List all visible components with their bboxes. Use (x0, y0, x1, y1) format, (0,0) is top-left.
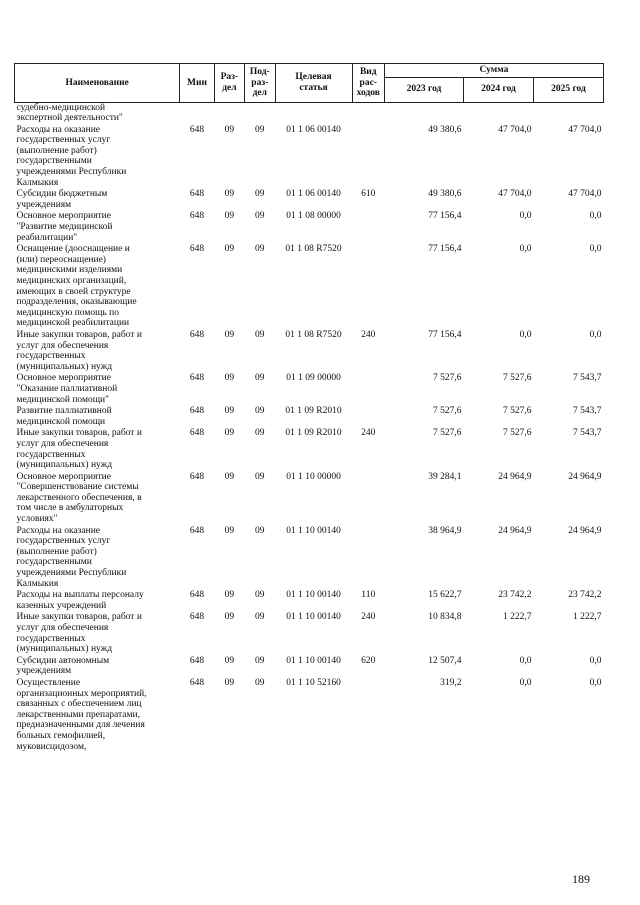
row-target: 01 1 06 00140 (286, 189, 341, 200)
row-name: Расходы на выплаты персоналу казенных учреждений (16, 590, 144, 611)
row-target: 01 1 10 00000 (286, 471, 341, 482)
row-name: Оснащение (дооснащение и (или) переоснащение) медицинскими изделиями медицинских организаций, имеющих в своей структуре подразделения, оказывающие медицинскую помощь по медицинской реабилитации (16, 244, 137, 329)
row-vid (352, 102, 384, 124)
row-razdel: 09 (224, 428, 235, 439)
header-sum: Сумма (384, 64, 603, 78)
row-min: 648 (189, 373, 205, 384)
row-razdel: 09 (224, 189, 235, 200)
row-razdel (214, 102, 244, 124)
table-row (15, 188, 604, 210)
row-target: 01 1 09 R2010 (285, 428, 342, 439)
row-name: Основное мероприятие "Оказание паллиативной медицинской помощи" (16, 373, 118, 405)
row-podrazdel: 09 (255, 189, 265, 200)
table-row (15, 427, 604, 470)
row-target: 01 1 10 00140 (286, 612, 341, 623)
row-sum-2025: 47 704,0 (568, 124, 602, 135)
row-name: Осуществление организационных мероприятий, связанных с обеспечением лиц лекарственными препаратами, предназначенными для лечения больных гемофилией, муковисцидозом, (16, 677, 147, 752)
header-vid: Вид рас- ходов (352, 64, 384, 103)
row-sum-2023: 7 527,6 (433, 373, 462, 384)
row-sum-2024: 0,0 (519, 244, 532, 255)
row-sum-2024: 0,0 (519, 211, 532, 222)
row-podrazdel: 09 (255, 655, 265, 666)
row-vid (352, 243, 384, 329)
row-min: 648 (189, 124, 205, 135)
row-sum-2024: 0,0 (519, 677, 532, 688)
row-sum-2025: 7 543,7 (573, 406, 602, 417)
row-sum-2023 (384, 102, 463, 124)
table-header (15, 64, 604, 103)
row-sum-2023: 39 284,1 (428, 471, 462, 482)
row-razdel: 09 (224, 612, 235, 623)
row-podrazdel: 09 (255, 211, 265, 222)
row-min: 648 (189, 244, 205, 255)
header-2024: 2024 год (464, 77, 534, 102)
row-podrazdel: 09 (255, 525, 265, 536)
table-row (15, 329, 604, 372)
row-sum-2024: 7 527,6 (502, 428, 532, 439)
header-podrazdel: Под- раз- дел (245, 64, 275, 103)
row-min: 648 (189, 471, 205, 482)
row-sum-2025: 0,0 (589, 244, 602, 255)
header-2025: 2025 год (533, 77, 603, 102)
row-podrazdel: 09 (255, 471, 265, 482)
row-sum-2023: 77 156,4 (428, 211, 462, 222)
budget-table (14, 63, 604, 752)
row-podrazdel: 09 (255, 329, 265, 340)
row-vid: 240 (361, 329, 376, 340)
table-row (15, 525, 604, 590)
row-vid (352, 405, 384, 427)
row-podrazdel: 09 (255, 124, 265, 135)
table-row (15, 611, 604, 654)
row-name: Основное мероприятие "Развитие медицинской реабилитации" (16, 211, 113, 243)
row-podrazdel: 09 (255, 590, 265, 601)
row-name: Развитие паллиативной медицинской помощи (16, 406, 112, 427)
row-sum-2023: 49 380,6 (428, 124, 462, 135)
row-min: 648 (189, 211, 205, 222)
row-sum-2023: 10 834,8 (428, 612, 462, 623)
row-razdel: 09 (224, 525, 235, 536)
row-sum-2023: 12 507,4 (428, 655, 462, 666)
table-row (15, 372, 604, 405)
row-target: 01 1 08 R7520 (285, 244, 342, 255)
row-vid: 620 (361, 655, 376, 666)
row-min: 648 (189, 655, 205, 666)
row-name: Иные закупки товаров, работ и услуг для обеспечения государственных (муниципальных) нужд (16, 612, 142, 655)
table-row (15, 243, 604, 329)
row-min (180, 102, 214, 124)
row-vid (352, 471, 384, 525)
row-sum-2024: 0,0 (519, 329, 532, 340)
row-sum-2025: 0,0 (589, 677, 602, 688)
row-podrazdel: 09 (255, 373, 265, 384)
row-sum-2023: 15 622,7 (428, 590, 462, 601)
row-name: Иные закупки товаров, работ и услуг для обеспечения государственных (муниципальных) нужд (16, 428, 142, 471)
row-vid (352, 210, 384, 243)
header-razdel: Раз- дел (214, 64, 244, 103)
row-target: 01 1 08 00000 (286, 211, 341, 222)
row-sum-2023: 38 964,9 (428, 525, 462, 536)
row-sum-2024: 0,0 (519, 655, 532, 666)
row-vid: 240 (361, 612, 376, 623)
row-min: 648 (189, 590, 205, 601)
row-razdel: 09 (224, 655, 235, 666)
row-sum-2025 (533, 102, 603, 124)
row-min: 648 (189, 525, 205, 536)
row-sum-2025: 0,0 (589, 655, 602, 666)
row-sum-2023: 77 156,4 (428, 244, 462, 255)
row-razdel: 09 (224, 373, 235, 384)
row-razdel: 09 (224, 590, 235, 601)
row-sum-2023: 319,2 (440, 677, 462, 688)
row-sum-2024 (464, 102, 534, 124)
row-sum-2025: 0,0 (589, 329, 602, 340)
row-sum-2024: 7 527,6 (502, 373, 532, 384)
header-name: Наименование (15, 64, 180, 103)
row-name: Субсидии автономным учреждениям (16, 655, 110, 677)
row-name: судебно-медицинской экспертной деятельности" (16, 102, 123, 124)
page-number: 189 (572, 872, 590, 886)
row-target: 01 1 10 00140 (286, 525, 341, 536)
row-sum-2023: 49 380,6 (428, 189, 462, 200)
row-vid (352, 677, 384, 752)
row-sum-2025: 23 742,2 (568, 590, 602, 601)
row-sum-2023: 7 527,6 (433, 428, 462, 439)
row-vid (352, 372, 384, 405)
row-podrazdel (245, 102, 275, 124)
table-row (15, 589, 604, 611)
row-name: Иные закупки товаров, работ и услуг для обеспечения государственных (муниципальных) нужд (16, 329, 142, 372)
table-row (15, 210, 604, 243)
row-min: 648 (189, 189, 205, 200)
row-razdel: 09 (224, 211, 235, 222)
row-sum-2024: 47 704,0 (498, 189, 532, 200)
row-podrazdel: 09 (255, 428, 265, 439)
row-podrazdel: 09 (255, 612, 265, 623)
row-sum-2025: 0,0 (589, 211, 602, 222)
header-2023: 2023 год (384, 77, 463, 102)
row-sum-2025: 7 543,7 (573, 373, 602, 384)
row-razdel: 09 (224, 329, 235, 340)
row-target: 01 1 10 00140 (286, 655, 341, 666)
row-min: 648 (189, 677, 205, 688)
header-target: Целевая статья (275, 64, 352, 103)
row-target: 01 1 09 R2010 (285, 406, 342, 417)
row-razdel: 09 (224, 244, 235, 255)
row-sum-2024: 7 527,6 (502, 406, 532, 417)
row-vid: 110 (361, 590, 376, 601)
table-body (15, 102, 604, 752)
row-target: 01 1 08 R7520 (285, 329, 342, 340)
row-vid (352, 525, 384, 590)
row-podrazdel: 09 (255, 244, 265, 255)
table-row (15, 124, 604, 189)
row-name: Основное мероприятие "Совершенствование системы лекарственного обеспечения, в том числе в амбулаторных условиях" (16, 471, 142, 525)
table-row (15, 471, 604, 525)
row-name: Расходы на оказание государственных услуг (выполнение работ) государственными учреждениями Республики Калмыкия (16, 124, 127, 188)
row-vid (352, 124, 384, 189)
row-sum-2024: 47 704,0 (498, 124, 532, 135)
row-vid: 610 (361, 189, 376, 200)
row-sum-2025: 7 543,7 (573, 428, 602, 439)
row-min: 648 (189, 612, 205, 623)
row-sum-2023: 7 527,6 (433, 406, 462, 417)
row-razdel: 09 (224, 677, 235, 688)
row-name: Субсидии бюджетным учреждениям (16, 189, 108, 210)
row-sum-2024: 1 222,7 (502, 612, 532, 623)
row-sum-2025: 24 964,9 (568, 471, 602, 482)
row-podrazdel: 09 (255, 406, 265, 417)
row-target: 01 1 10 52160 (286, 677, 341, 688)
row-podrazdel: 09 (255, 677, 265, 688)
row-target: 01 1 10 00140 (286, 590, 341, 601)
row-min: 648 (189, 428, 205, 439)
row-target (275, 102, 352, 124)
table-row (15, 655, 604, 677)
row-sum-2025: 1 222,7 (573, 612, 602, 623)
row-razdel: 09 (224, 124, 235, 135)
row-sum-2025: 24 964,9 (568, 525, 602, 536)
row-min: 648 (189, 406, 205, 417)
row-min: 648 (189, 329, 205, 340)
row-sum-2024: 23 742,2 (498, 590, 532, 601)
row-sum-2025: 47 704,0 (568, 189, 602, 200)
row-name: Расходы на оказание государственных услуг (выполнение работ) государственными учреждениями Республики Калмыкия (16, 525, 127, 589)
row-vid: 240 (361, 428, 376, 439)
row-sum-2024: 24 964,9 (498, 471, 532, 482)
row-razdel: 09 (224, 406, 235, 417)
row-target: 01 1 06 00140 (286, 124, 341, 135)
row-sum-2023: 77 156,4 (428, 329, 462, 340)
row-target: 01 1 09 00000 (286, 373, 341, 384)
row-sum-2024: 24 964,9 (498, 525, 532, 536)
table-row (15, 102, 604, 124)
table-row (15, 677, 604, 752)
table-row (15, 405, 604, 427)
row-razdel: 09 (224, 471, 235, 482)
header-min: Мин (180, 64, 214, 103)
